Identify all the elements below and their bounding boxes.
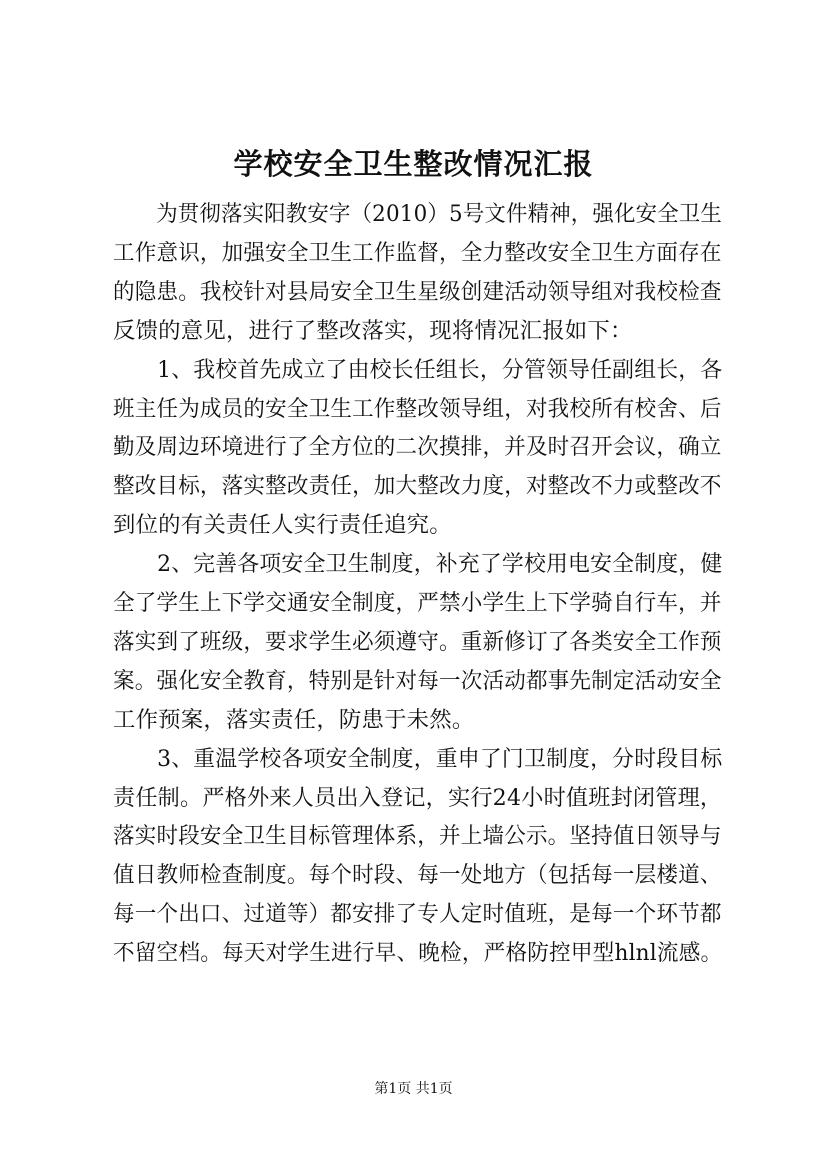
- body-line: 案。强化安全教育，特别是针对每一次活动都事先制定活动安全: [113, 667, 722, 694]
- body-line: 不留空档。每天对学生进行早、晚检，严格防控甲型hlnl流感。: [113, 940, 723, 967]
- body-line: 班主任为成员的安全卫生工作整改领导组，对我校所有校舍、后: [113, 395, 722, 422]
- body-line: 的隐患。我校针对县局安全卫生星级创建活动领导组对我校检查: [113, 278, 722, 305]
- body-line: 工作预案，落实责任，防患于未然。: [113, 706, 475, 733]
- body-line: 全了学生上下学交通安全制度，严禁小学生上下学骑自行车，并: [113, 590, 722, 616]
- body-line: 工作意识，加强安全卫生工作监督，全力整改安全卫生方面存在: [113, 239, 722, 266]
- body-line: 每一个出口、过道等）都安排了专人定时值班，是每一个环节都: [113, 901, 722, 928]
- body-line: 整改目标，落实整改责任，加大整改力度，对整改不力或整改不: [113, 473, 722, 500]
- body-line: 值日教师检查制度。每个时段、每一处地方（包括每一层楼道、: [113, 862, 722, 889]
- body-line: 责任制。严格外来人员出入登记，实行24小时值班封闭管理，: [113, 784, 723, 811]
- body-line: 3、重温学校各项安全制度，重申了门卫制度，分时段目标: [113, 745, 723, 772]
- body-line: 2、完善各项安全卫生制度，补充了学校用电安全制度，健: [113, 551, 723, 578]
- document-title: 学校安全卫生整改情况汇报: [233, 147, 594, 181]
- body-line: 反馈的意见，进行了整改落实，现将情况汇报如下：: [113, 317, 633, 344]
- body-line: 落实到了班级，要求学生必须遵守。重新修订了各类安全工作预: [113, 628, 722, 655]
- body-line: 为贯彻落实阳教安字（2010）5号文件精神，强化安全卫生: [113, 201, 722, 227]
- body-line: 1、我校首先成立了由校长任组长，分管领导任副组长，各: [113, 356, 723, 383]
- body-line: 落实时段安全卫生目标管理体系，并上墙公示。坚持值日领导与: [113, 823, 722, 850]
- page-footer: 第1页 共1页: [374, 1081, 453, 1097]
- body-line: 到位的有关责任人实行责任追究。: [113, 512, 452, 539]
- body-line: 勤及周边环境进行了全方位的二次摸排，并及时召开会议，确立: [113, 434, 722, 461]
